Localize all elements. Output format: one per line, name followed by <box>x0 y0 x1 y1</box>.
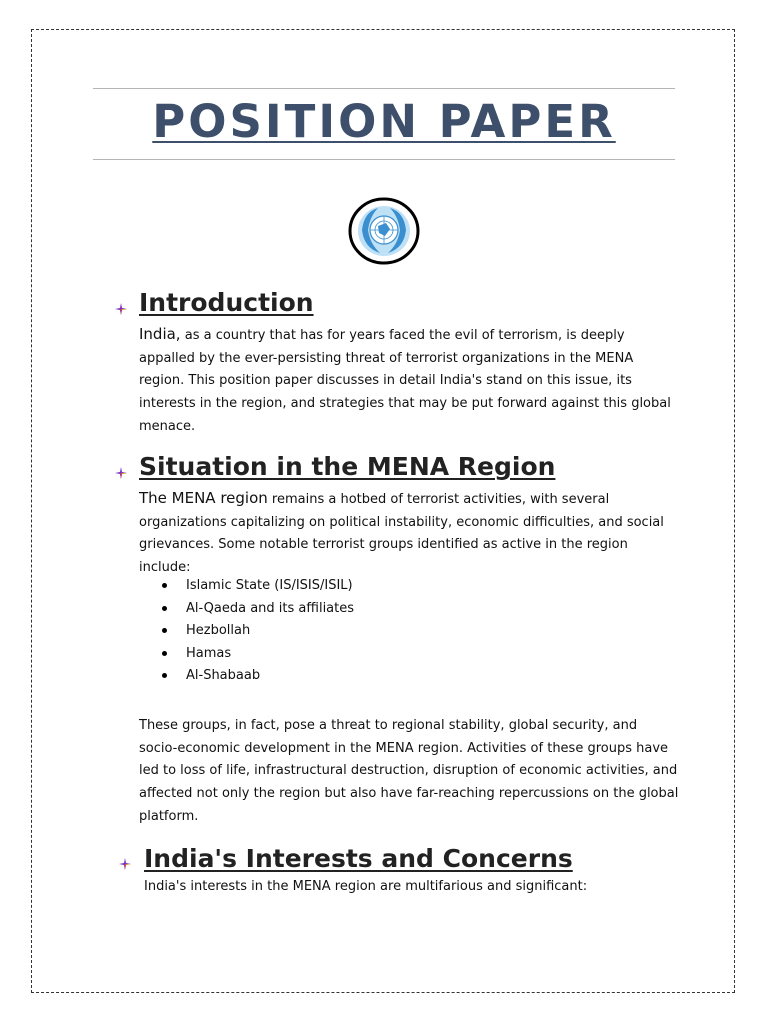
interests-paragraph: India's interests in the MENA region are multifarious and significant: <box>144 879 588 894</box>
intro-paragraph <box>139 323 679 439</box>
bullet-star-icon <box>119 858 131 870</box>
heading-situation: Situation in the MENA Region <box>139 452 556 481</box>
list-item: Hezbollah <box>160 620 354 643</box>
bullet-star-icon <box>115 303 127 315</box>
intro-lead: India, <box>139 325 181 343</box>
title-rule-bottom <box>93 159 675 160</box>
heading-introduction: Introduction <box>139 288 314 317</box>
situation-body: remains a hotbed of terrorist activities, with several organizations capitalizing on political instability, economic difficulties, and social grievances. Some notable terrorist groups identified as active in the region include: <box>139 492 664 576</box>
heading-interests: India's Interests and Concerns <box>144 844 573 873</box>
situation-lead: The MENA region <box>139 489 268 507</box>
list-item: Al-Shabaab <box>160 665 354 688</box>
situation-paragraph <box>139 487 679 580</box>
title-rule-top <box>93 88 675 89</box>
list-item: Islamic State (IS/ISIS/ISIL) <box>160 575 354 598</box>
list-item: Hamas <box>160 643 354 666</box>
un-emblem-icon <box>348 196 420 266</box>
bullet-star-icon <box>115 467 127 479</box>
intro-body: as a country that has for years faced the evil of terrorism, is deeply appalled by the ever-persisting threat of terrorist organizations in the MENA region. This position paper discusses in detail India's stand on this issue, its interests in the region, and strategies that may be put forward against this global menace. <box>139 328 671 434</box>
page-title: POSITION PAPER <box>152 95 616 148</box>
terrorist-groups-list <box>160 575 354 688</box>
situation-followup-paragraph: These groups, in fact, pose a threat to regional stability, global security, and socio-economic development in the MENA region. Activities of these groups have led to loss of life, infrastructural destruction, disruption of economic activities, and affected not only the region but also have far-reaching repercussions on the global platform. <box>139 718 679 824</box>
list-item: Al-Qaeda and its affiliates <box>160 598 354 621</box>
